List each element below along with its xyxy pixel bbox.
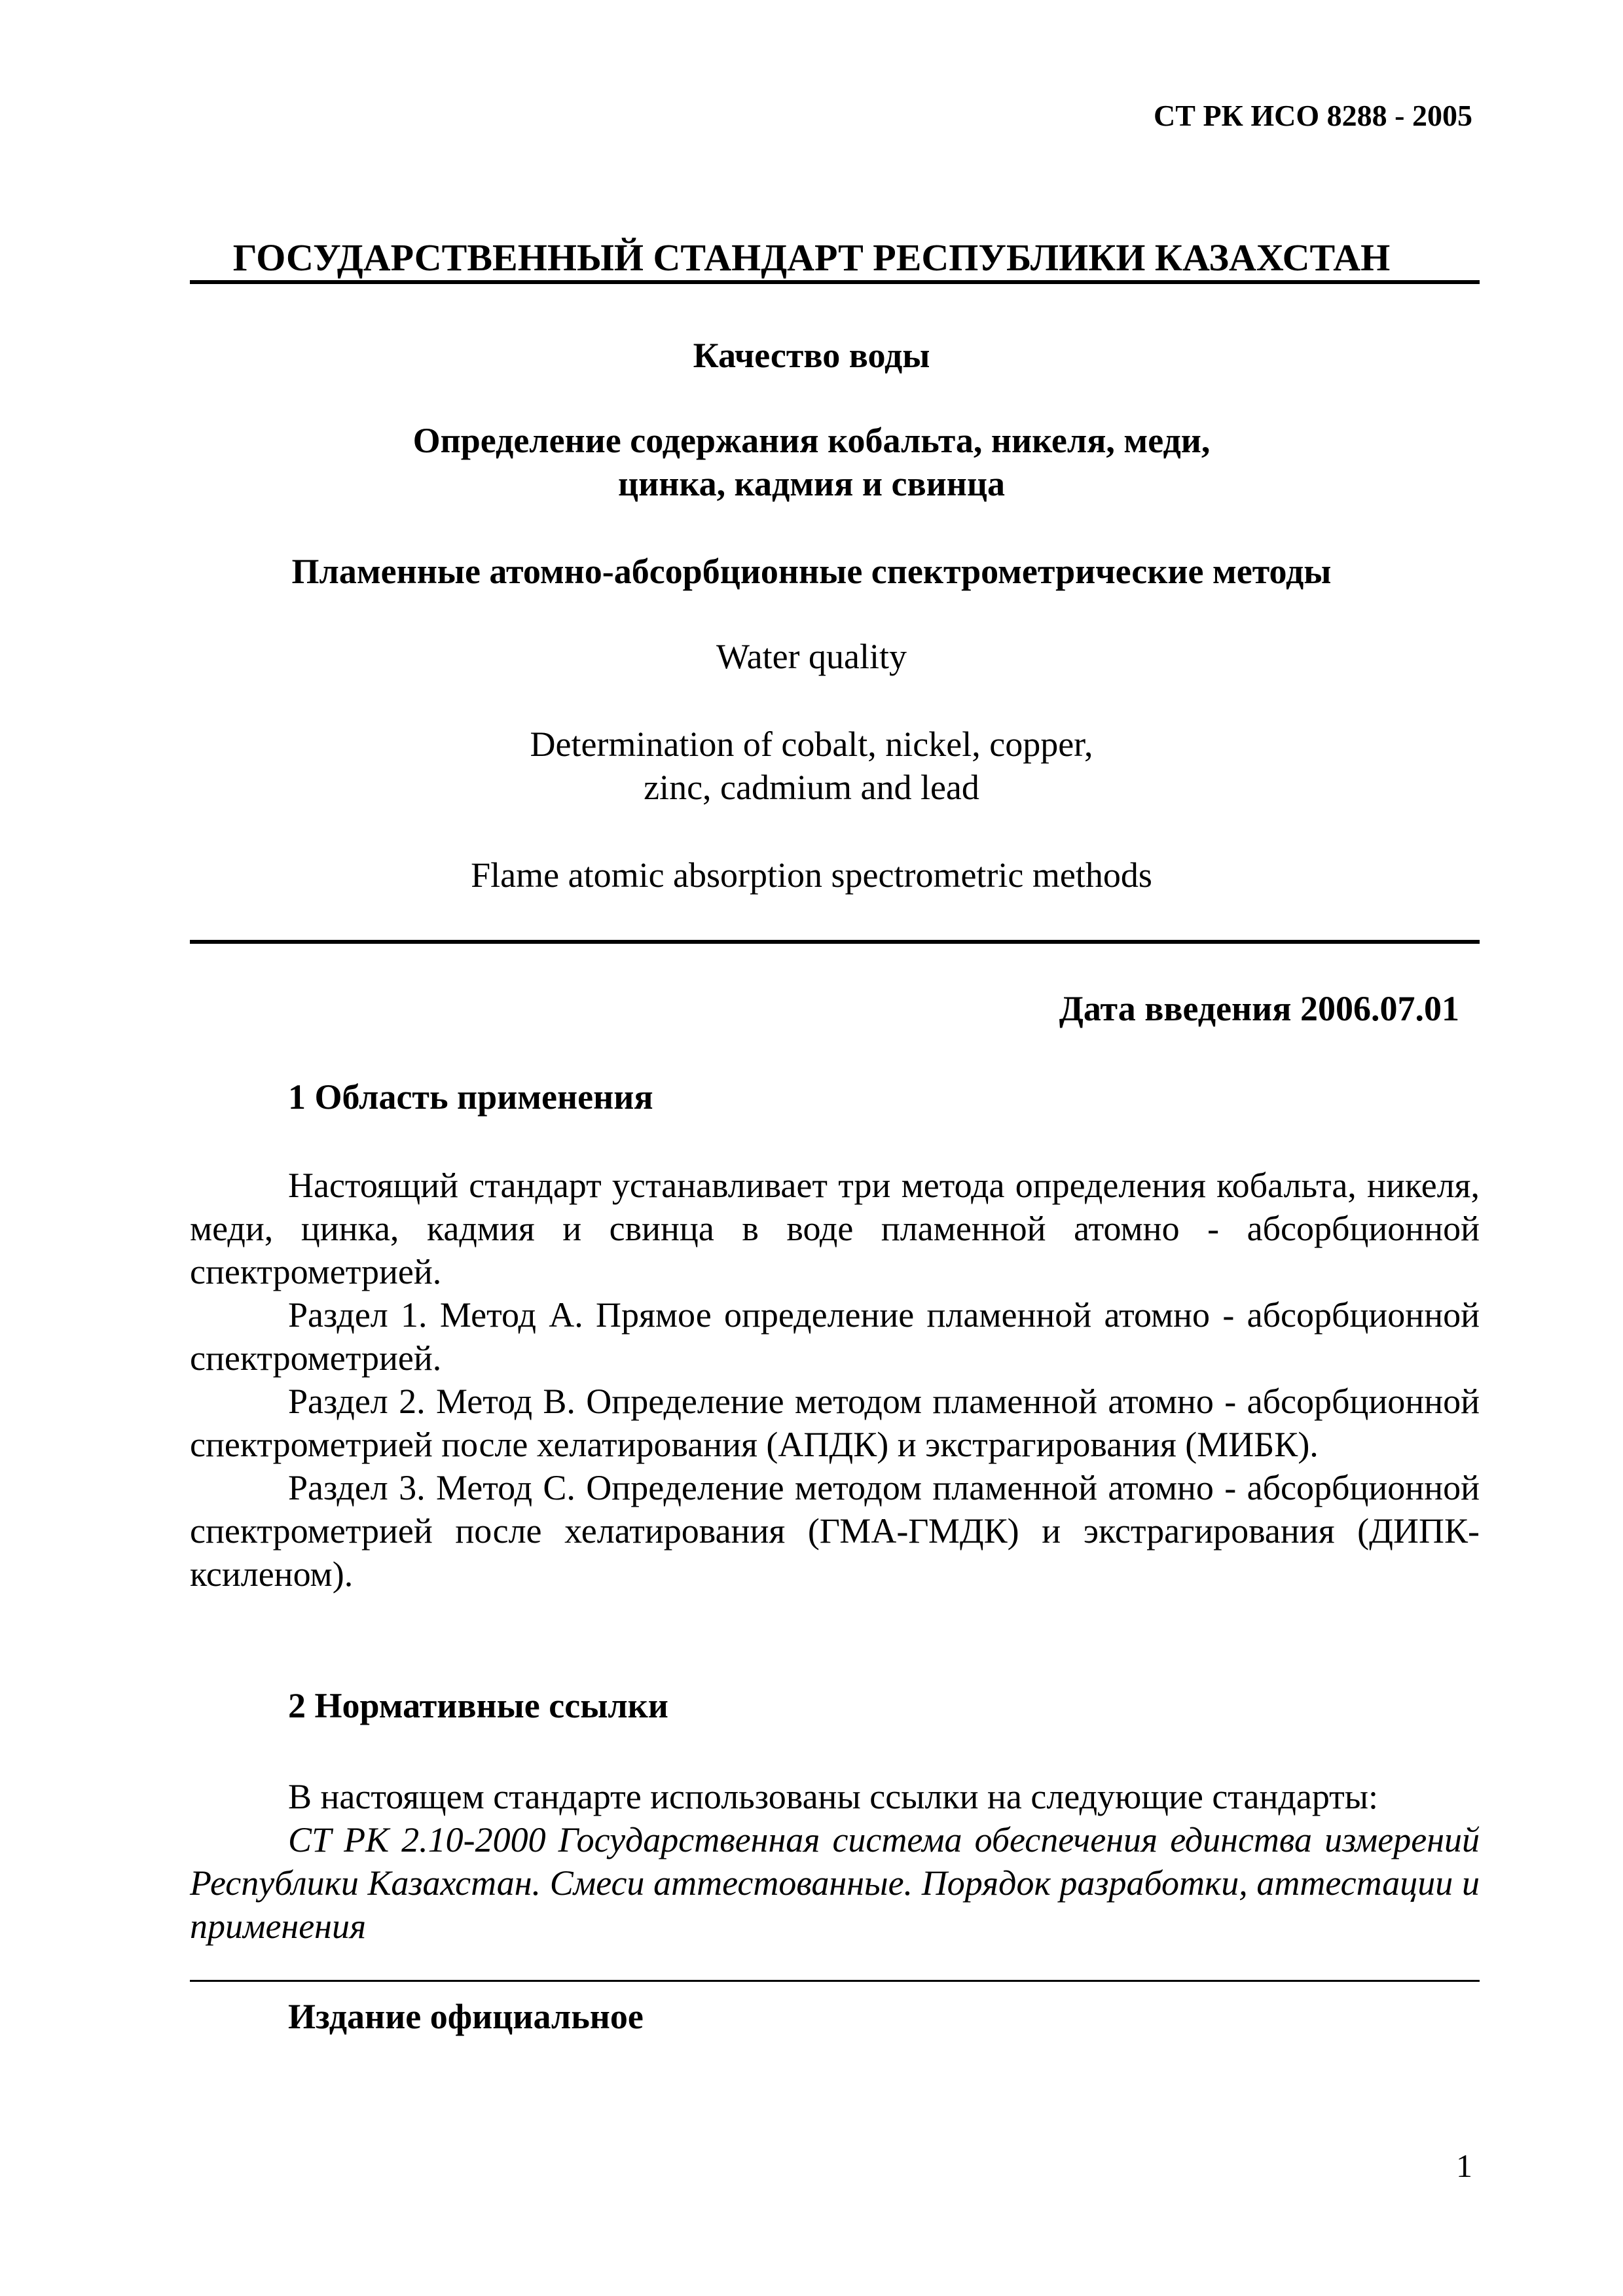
ru-topic: Качество воды <box>693 336 930 375</box>
ru-subject-line-1: Определение содержания кобальта, никеля, меди, <box>412 421 1211 460</box>
footer-rule <box>190 1980 1480 1982</box>
section-2-reference: СТ РК 2.10-2000 Государственная система обеспечения единства измерений Республики Казахстан. Смеси аттестованные. Порядок разработки, аттестации и применения <box>190 1820 1480 1946</box>
header-bottom-rule <box>190 940 1480 944</box>
section-1-title: 1 Область применения <box>288 1077 653 1117</box>
en-subject-line-1: Determination of cobalt, nickel, copper, <box>530 725 1093 764</box>
en-subject-line-2: zinc, cadmium and lead <box>644 768 979 807</box>
standard-code: СТ РК ИСО 8288 - 2005 <box>1154 99 1472 132</box>
section-1-paragraph: Настоящий стандарт устанавливает три метода определения кобальта, никеля, меди, цинка, кадмия и свинца в воде пламенной атомно - абсорбционной спектрометрией. <box>190 1166 1480 1291</box>
ru-method: Пламенные атомно-абсорбционные спектрометрические методы <box>291 552 1332 591</box>
en-method: Flame atomic absorption spectrometric methods <box>471 855 1152 895</box>
section-2-intro: В настоящем стандарте использованы ссылки на следующие стандарты: <box>288 1777 1379 1816</box>
section-1-paragraph: Раздел 2. Метод В. Определение методом пламенной атомно - абсорбционной спектрометрией после хелатирования (АПДК) и экстрагирования (МИБК). <box>190 1382 1480 1464</box>
section-1-paragraph: Раздел 3. Метод С. Определение методом пламенной атомно - абсорбционной спектрометрией после хелатирования (ГМА-ГМДК) и экстрагирования (ДИПК-ксиленом). <box>190 1468 1480 1594</box>
en-topic: Water quality <box>716 637 907 676</box>
section-2-body <box>190 1775 1480 1948</box>
introduction-date: Дата введения 2006.07.01 <box>1059 989 1459 1028</box>
ru-subject-line-2: цинка, кадмия и свинца <box>618 464 1005 503</box>
section-2-title: 2 Нормативные ссылки <box>288 1686 668 1725</box>
edition-label: Издание официальное <box>288 1997 644 2036</box>
state-standard-title: ГОСУДАРСТВЕННЫЙ СТАНДАРТ РЕСПУБЛИКИ КАЗАХСТАН <box>232 236 1391 279</box>
section-1-body <box>190 1164 1480 1596</box>
section-1-paragraph: Раздел 1. Метод А. Прямое определение пламенной атомно - абсорбционной спектрометрией. <box>190 1295 1480 1378</box>
page-number: 1 <box>1456 2147 1472 2184</box>
title-rule <box>190 280 1480 284</box>
